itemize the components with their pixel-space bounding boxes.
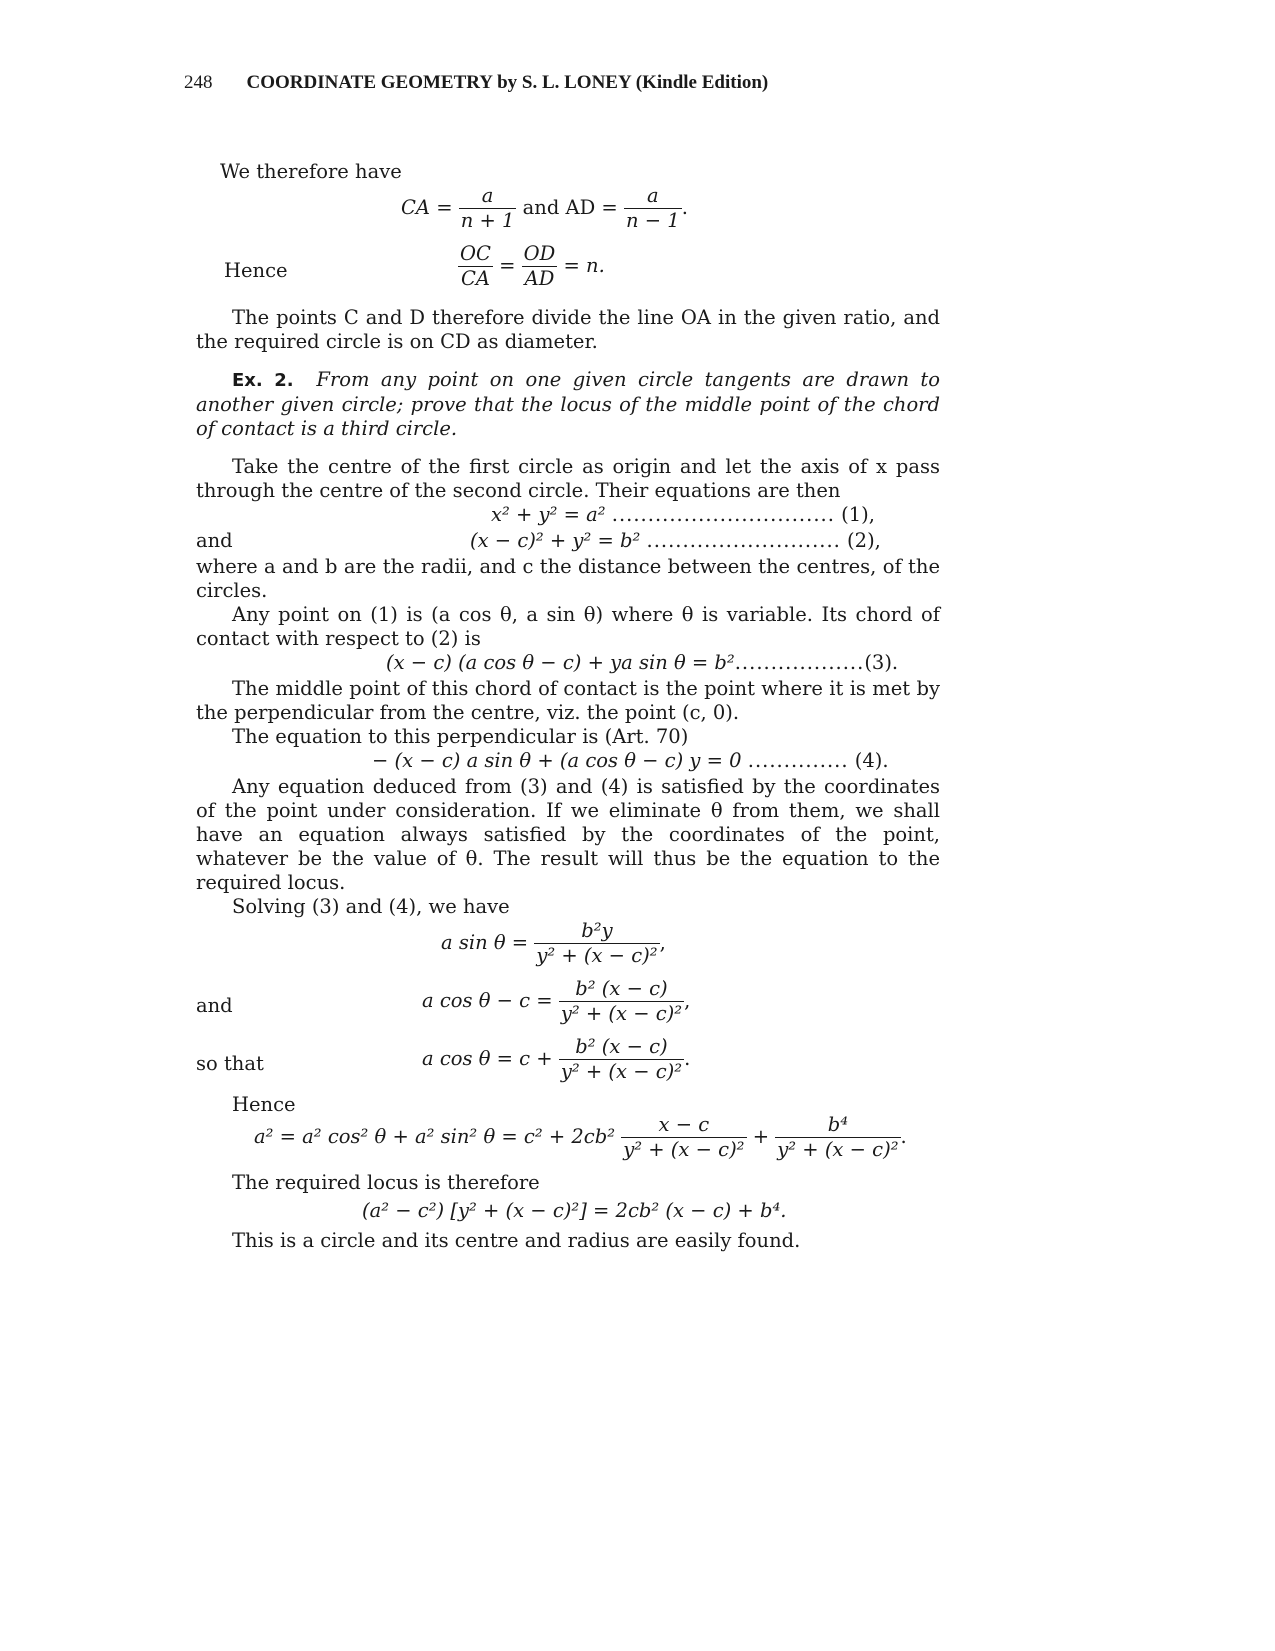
equation-3: (x − c) (a cos θ − c) + ya sin θ = b²..................(3). [386,651,899,674]
paragraph: The points C and D therefore divide the line OA in the given ratio, and the required circle is on CD as diameter. [196,306,940,353]
running-title: COORDINATE GEOMETRY by S. L. LONEY (Kindle Edition) [246,72,769,93]
paragraph: This is a circle and its centre and radius are easily found. [232,1229,801,1252]
example-label: Ex. 2. [232,370,294,391]
equation-cos: so that a cos θ = c + $\frac{\text{b² (x − c)}}{\text{y² + (x − c)²}}$ . [196,1035,691,1083]
running-header [184,72,768,94]
paragraph: We therefore have [220,160,402,183]
paragraph: Take the centre of the first circle as origin and let the axis of x pass through the centre of the second circle. Their equations are then [196,455,940,502]
equation-hence: a² = a² cos² θ + a² sin² θ = c² + 2cb² $\frac{x - c}{\text{y² + (x − c)²}}$ + $\frac{\text{b⁴}}{\text{y² + (x − c)²}}$ . [254,1113,907,1161]
equation-ca-ad: CA = $\frac{a}{n + 1}$ and AD = $\frac{a}{n - 1}$ . [401,184,688,232]
paragraph: Solving (3) and (4), we have [232,895,510,918]
equation-2: and (x − c)² + y² = b² ........................... (2), [196,529,881,552]
paragraph: Any equation deduced from (3) and (4) is satisfied by the coordinates of the point under consideration. If we eliminate θ from them, we shall have an equation always satisfied by the coordinates of the point, whatever be the value of θ. The result will thus be the equation to the required locus. [196,775,940,894]
page-number: 248 [184,72,213,93]
equation-4: − (x − c) a sin θ + (a cos θ − c) y = 0 .............. (4). [372,749,889,772]
example-2 [196,368,940,441]
equation-1: x² + y² = a² ............................... (1), [491,503,875,526]
page-body [196,160,940,1253]
equation-cos-minus-c: and a cos θ − c = $\frac{\text{b² (x − c)}}{\text{y² + (x − c)²}}$ , [196,977,691,1025]
paragraph: The middle point of this chord of contact is the point where it is met by the perpendicular from the centre, viz. the point (c, 0). [196,677,940,724]
equation-ratio: Hence $\frac{OC}{CA}$ = $\frac{OD}{AD}$ = n. [224,242,605,290]
paragraph: where a and b are the radii, and c the distance between the centres, of the circles. [196,555,940,602]
example-statement: From any point on one given circle tangents are drawn to another given circle; prove that the locus of the middle point of the chord of contact is a third circle. [196,368,940,440]
paragraph: Hence [232,1093,296,1116]
paragraph: The required locus is therefore [232,1171,540,1194]
equation-sin: a sin θ = $\frac{\text{b²y}}{\text{y² + (x − c)²}}$ , [441,919,666,967]
paragraph: The equation to this perpendicular is (Art. 70) [232,725,689,748]
paragraph: Any point on (1) is (a cos θ, a sin θ) where θ is variable. Its chord of contact with respect to (2) is [196,603,940,650]
equation-locus: (a² − c²) [y² + (x − c)²] = 2cb² (x − c) + b⁴. [362,1199,787,1222]
